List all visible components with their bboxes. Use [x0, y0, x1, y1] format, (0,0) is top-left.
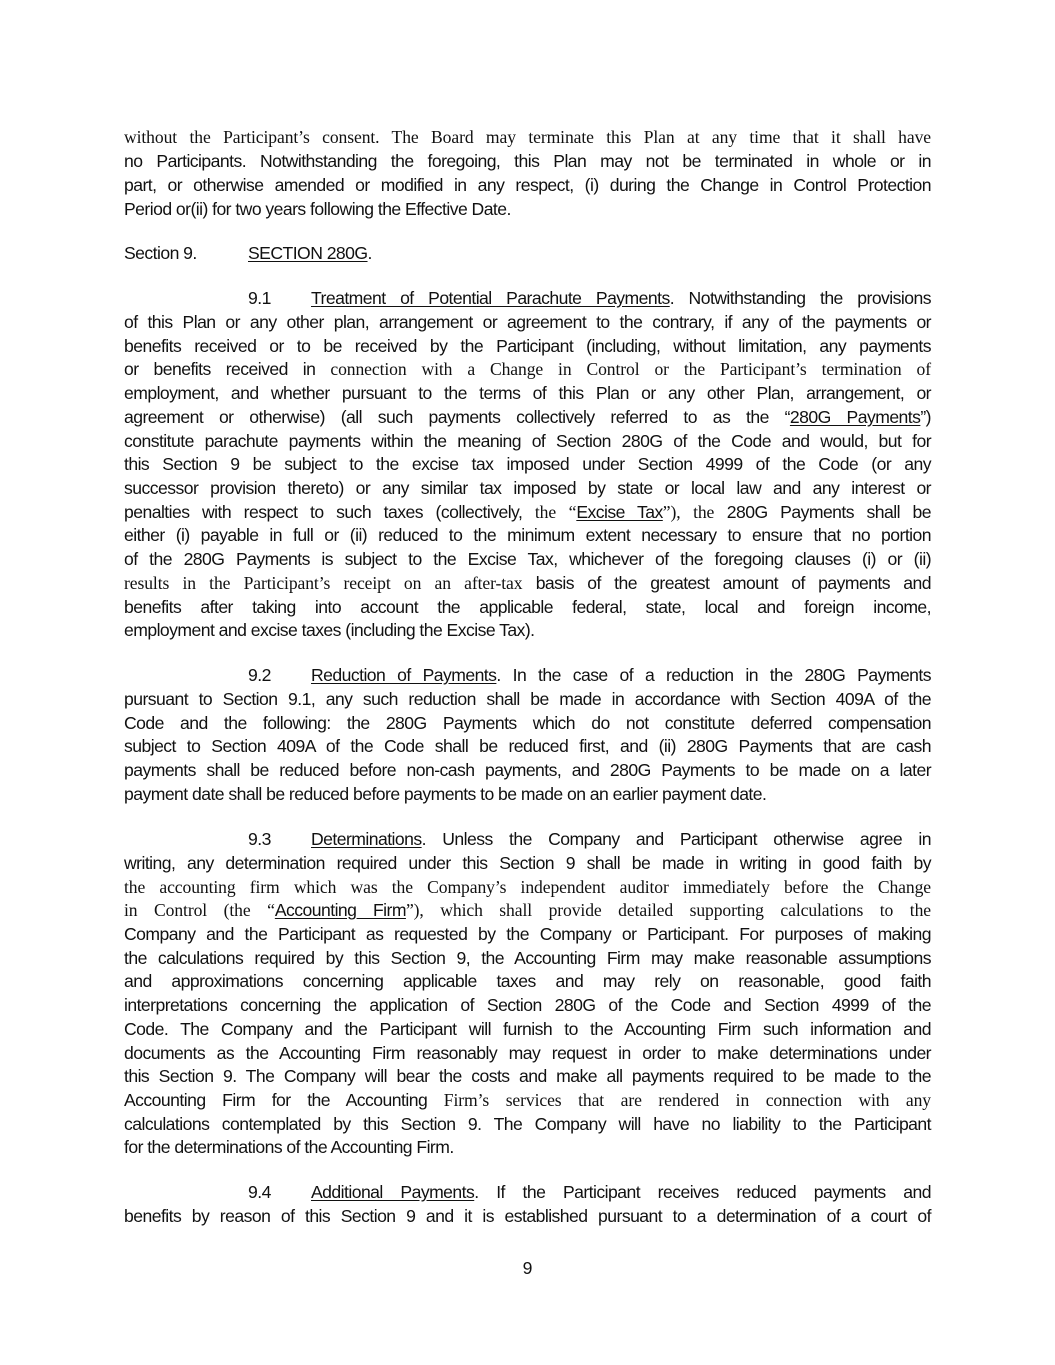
paragraph-line: benefits after taking into account the applicable federal, state, local and foreign income,: [124, 597, 931, 617]
paragraph-line: the accounting firm which was the Company’s independent auditor immediately before the Change: [124, 877, 931, 897]
paragraph-line: agreement or otherwise) (all such payments collectively referred to as the “280G Payments”): [124, 407, 931, 427]
paragraph-line: successor provision thereto) or any similar tax imposed by state or local law and any interest or: [124, 478, 931, 498]
paragraph-line: documents as the Accounting Firm reasonably may request in order to make determinations under: [124, 1043, 931, 1063]
paragraph-line: the calculations required by this Section 9, the Accounting Firm may make reasonable assumptions: [124, 948, 931, 968]
subsection-9-3-first-line: 9.3 Determinations. Unless the Company and Participant otherwise agree in: [248, 829, 931, 849]
paragraph-line: or benefits received in connection with a Change in Control or the Participant’s termination of: [124, 359, 931, 379]
subsection-number: 9.2: [248, 665, 271, 685]
subsection-9-1-first-line: 9.1 Treatment of Potential Parachute Payments. Notwithstanding the provisions: [248, 288, 931, 308]
subsection-number: 9.4: [248, 1182, 271, 1202]
paragraph-line: benefits by reason of this Section 9 and it is established pursuant to a determination of a court of: [124, 1206, 931, 1226]
subsection-heading: Treatment of Potential Parachute Payments: [311, 288, 670, 308]
paragraph-line: without the Participant’s consent. The Board may terminate this Plan at any time that it shall have: [124, 127, 931, 147]
paragraph-line: writing, any determination required under this Section 9 shall be made in writing in good faith by: [124, 853, 931, 873]
paragraph-line: results in the Participant’s receipt on an after-tax basis of the greatest amount of payments and: [124, 573, 931, 593]
paragraph-line: part, or otherwise amended or modified in any respect, (i) during the Change in Control Protection: [124, 175, 931, 195]
paragraph-line: Company and the Participant as requested by the Company or Participant. For purposes of making: [124, 924, 931, 944]
subsection-heading: Determinations: [311, 829, 422, 849]
paragraph-line: employment and excise taxes (including the Excise Tax).: [124, 620, 535, 640]
paragraph-line: for the determinations of the Accounting Firm.: [124, 1137, 454, 1157]
paragraph-line: employment, and whether pursuant to the terms of this Plan or any other Plan, arrangement, or: [124, 383, 931, 403]
defined-term: Accounting Firm: [274, 900, 406, 920]
paragraph-line: this Section 9 be subject to the excise tax imposed under Section 4999 of the Code (or any: [124, 454, 931, 474]
paragraph-line: and approximations concerning applicable taxes and may rely on reasonable, good faith: [124, 971, 931, 991]
paragraph-line: penalties with respect to such taxes (collectively, the “Excise Tax”), the 280G Payments shall be: [124, 502, 931, 522]
section-title-period: .: [367, 243, 372, 263]
paragraph-line: payment date shall be reduced before payments to be made on an earlier payment date.: [124, 784, 767, 804]
subsection-heading: Additional Payments: [311, 1182, 475, 1202]
paragraph-line: in Control (the “Accounting Firm”), which shall provide detailed supporting calculations to the: [124, 900, 931, 920]
paragraph-line: this Section 9. The Company will bear the costs and make all payments required to be made to the: [124, 1066, 931, 1086]
subsection-number: 9.1: [248, 288, 271, 308]
paragraph-line: Accounting Firm for the Accounting Firm’s services that are rendered in connection with any: [124, 1090, 931, 1110]
paragraph-line: constitute parachute payments within the meaning of Section 280G of the Code and would, but for: [124, 431, 931, 451]
paragraph-line: of this Plan or any other plan, arrangement or agreement to the contrary, if any of the payments or: [124, 312, 931, 332]
paragraph-line: subject to Section 409A of the Code shall be reduced first, and (ii) 280G Payments that are cash: [124, 736, 931, 756]
paragraph-line: payments shall be reduced before non-cash payments, and 280G Payments to be made on a later: [124, 760, 931, 780]
section-number: Section 9.: [124, 243, 197, 263]
defined-term: 280G Payments: [789, 407, 921, 427]
subsection-9-4-first-line: 9.4 Additional Payments. If the Participant receives reduced payments and: [248, 1182, 931, 1202]
subsection-heading: Reduction of Payments: [311, 665, 497, 685]
paragraph-line: no Participants. Notwithstanding the foregoing, this Plan may not be terminated in whole or in: [124, 151, 931, 171]
defined-term: Excise Tax: [576, 502, 663, 522]
paragraph-line: calculations contemplated by this Section 9. The Company will have no liability to the Participant: [124, 1114, 931, 1134]
paragraph-line: interpretations concerning the application of Section 280G of the Code and Section 4999 of the: [124, 995, 931, 1015]
section-title: SECTION 280G: [248, 243, 368, 263]
paragraph-line: benefits received or to be received by the Participant (including, without limitation, any payments: [124, 336, 931, 356]
paragraph-line: pursuant to Section 9.1, any such reduction shall be made in accordance with Section 409A of the: [124, 689, 931, 709]
paragraph-line: of the 280G Payments is subject to the Excise Tax, whichever of the foregoing clauses (i) or (ii): [124, 549, 931, 569]
paragraph-line: Code and the following: the 280G Payments which do not constitute deferred compensation: [124, 713, 931, 733]
paragraph-line: either (i) payable in full or (ii) reduced to the minimum extent necessary to ensure that no portion: [124, 525, 931, 545]
subsection-9-2-first-line: 9.2 Reduction of Payments. In the case of a reduction in the 280G Payments: [248, 665, 931, 685]
paragraph-line: Period or(ii) for two years following the Effective Date.: [124, 199, 511, 219]
page-number: 9: [522, 1258, 533, 1278]
subsection-number: 9.3: [248, 829, 271, 849]
paragraph-line: Code. The Company and the Participant will furnish to the Accounting Firm such information and: [124, 1019, 931, 1039]
section-heading: [124, 242, 931, 264]
